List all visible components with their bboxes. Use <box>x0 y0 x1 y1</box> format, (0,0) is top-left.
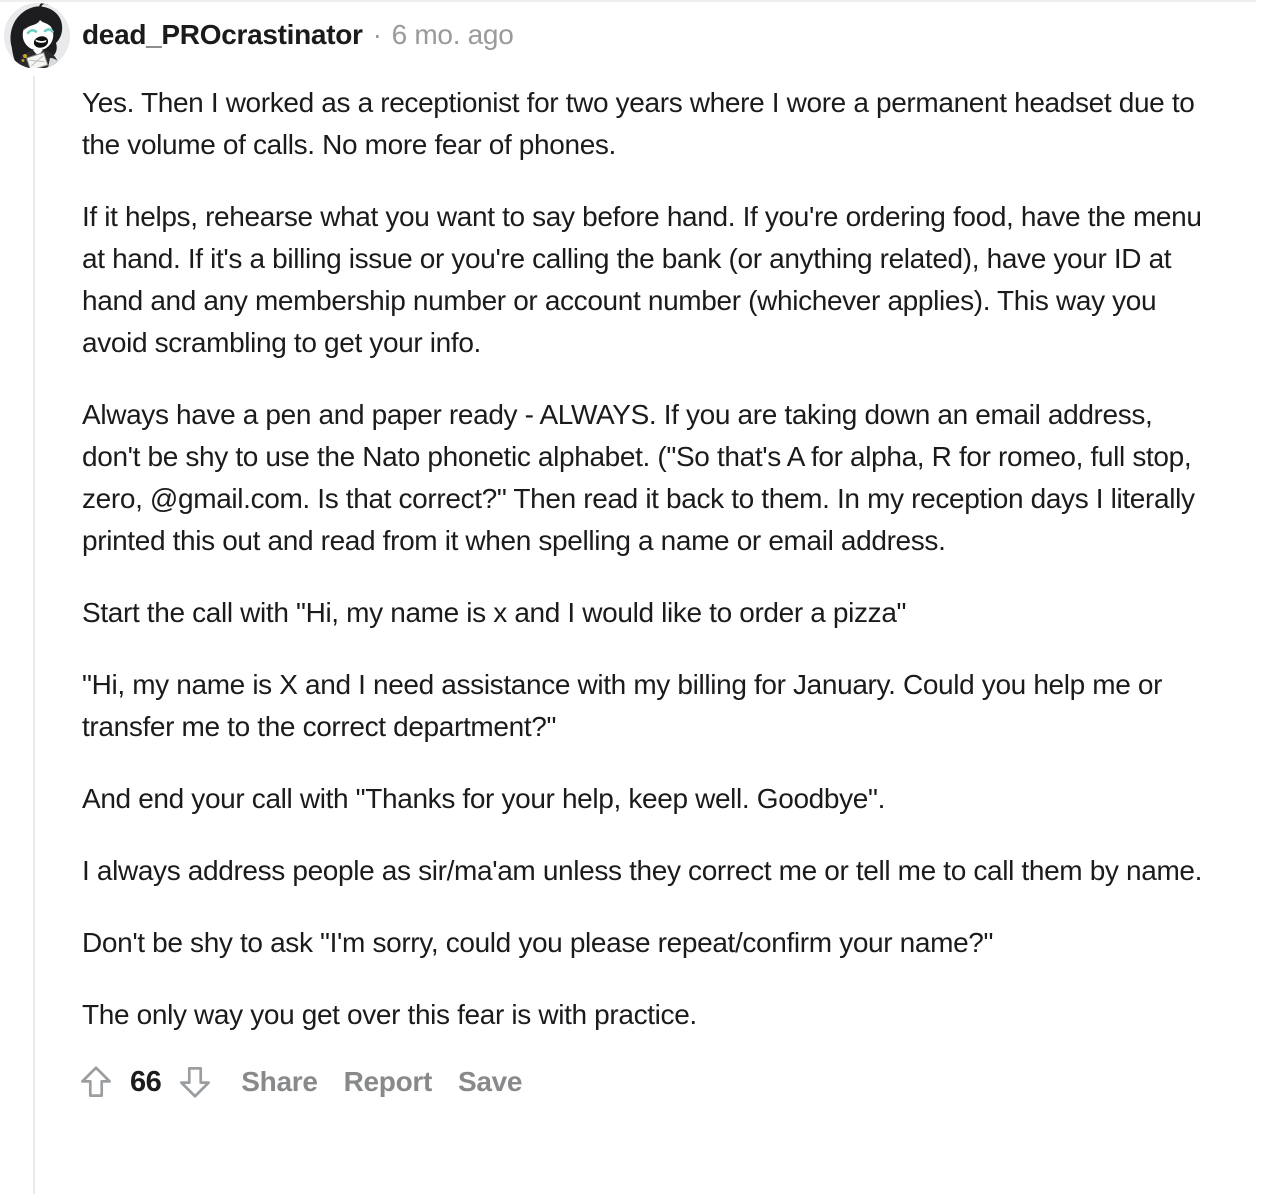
comment-paragraph: "Hi, my name is X and I need assistance with my billing for January. Could you help me or transfer me to the correct department?" <box>82 669 1163 742</box>
comment-body <box>82 82 1210 1036</box>
comment-paragraph: And end your call with "Thanks for your help, keep well. Goodbye". <box>82 783 885 814</box>
upvote-icon <box>77 1063 115 1101</box>
comment-author[interactable]: dead_PROcrastinator <box>82 19 363 50</box>
comment-paragraph: The only way you get over this fear is with practice. <box>82 999 697 1030</box>
downvote-button[interactable] <box>175 1062 215 1102</box>
comment-header <box>0 0 1266 68</box>
comment-paragraph: Always have a pen and paper ready - ALWAYS. If you are taking down an email address, don't be shy to use the Nato phonetic alphabet. ("So that's A for alpha, R for romeo, full stop, zero, @gmail.com. Is that correct?" Then read it back to them. In my reception days I literally printed this out and read from it when spelling a name or email address. <box>82 399 1195 556</box>
vote-count: 66 <box>130 1065 162 1098</box>
downvote-icon <box>176 1063 214 1101</box>
comment-paragraph: Don't be shy to ask "I'm sorry, could you please repeat/confirm your name?" <box>82 927 994 958</box>
share-button[interactable]: Share <box>241 1066 318 1097</box>
avatar[interactable] <box>4 2 70 68</box>
comment-paragraph: I always address people as sir/ma'am unless they correct me or tell me to call them by name. <box>82 855 1203 886</box>
comment-meta <box>82 19 513 51</box>
upvote-button[interactable] <box>76 1062 116 1102</box>
comment-paragraph: If it helps, rehearse what you want to say before hand. If you're ordering food, have the menu at hand. If it's a billing issue or you're calling the bank (or anything related), have your ID at hand and any membership number or account number (whichever applies). This way you avoid scrambling to get your info. <box>82 201 1202 358</box>
report-button[interactable]: Report <box>343 1066 433 1097</box>
comment-paragraph: Yes. Then I worked as a receptionist for two years where I wore a permanent headset due to the volume of calls. No more fear of phones. <box>82 87 1195 160</box>
avatar-icon <box>4 2 70 68</box>
comment-timestamp: 6 mo. ago <box>391 19 514 50</box>
meta-separator: · <box>372 19 382 50</box>
comment-footer <box>76 1062 1266 1102</box>
comment-paragraph: Start the call with "Hi, my name is x and I would like to order a pizza" <box>82 597 907 628</box>
save-button[interactable]: Save <box>458 1066 523 1097</box>
